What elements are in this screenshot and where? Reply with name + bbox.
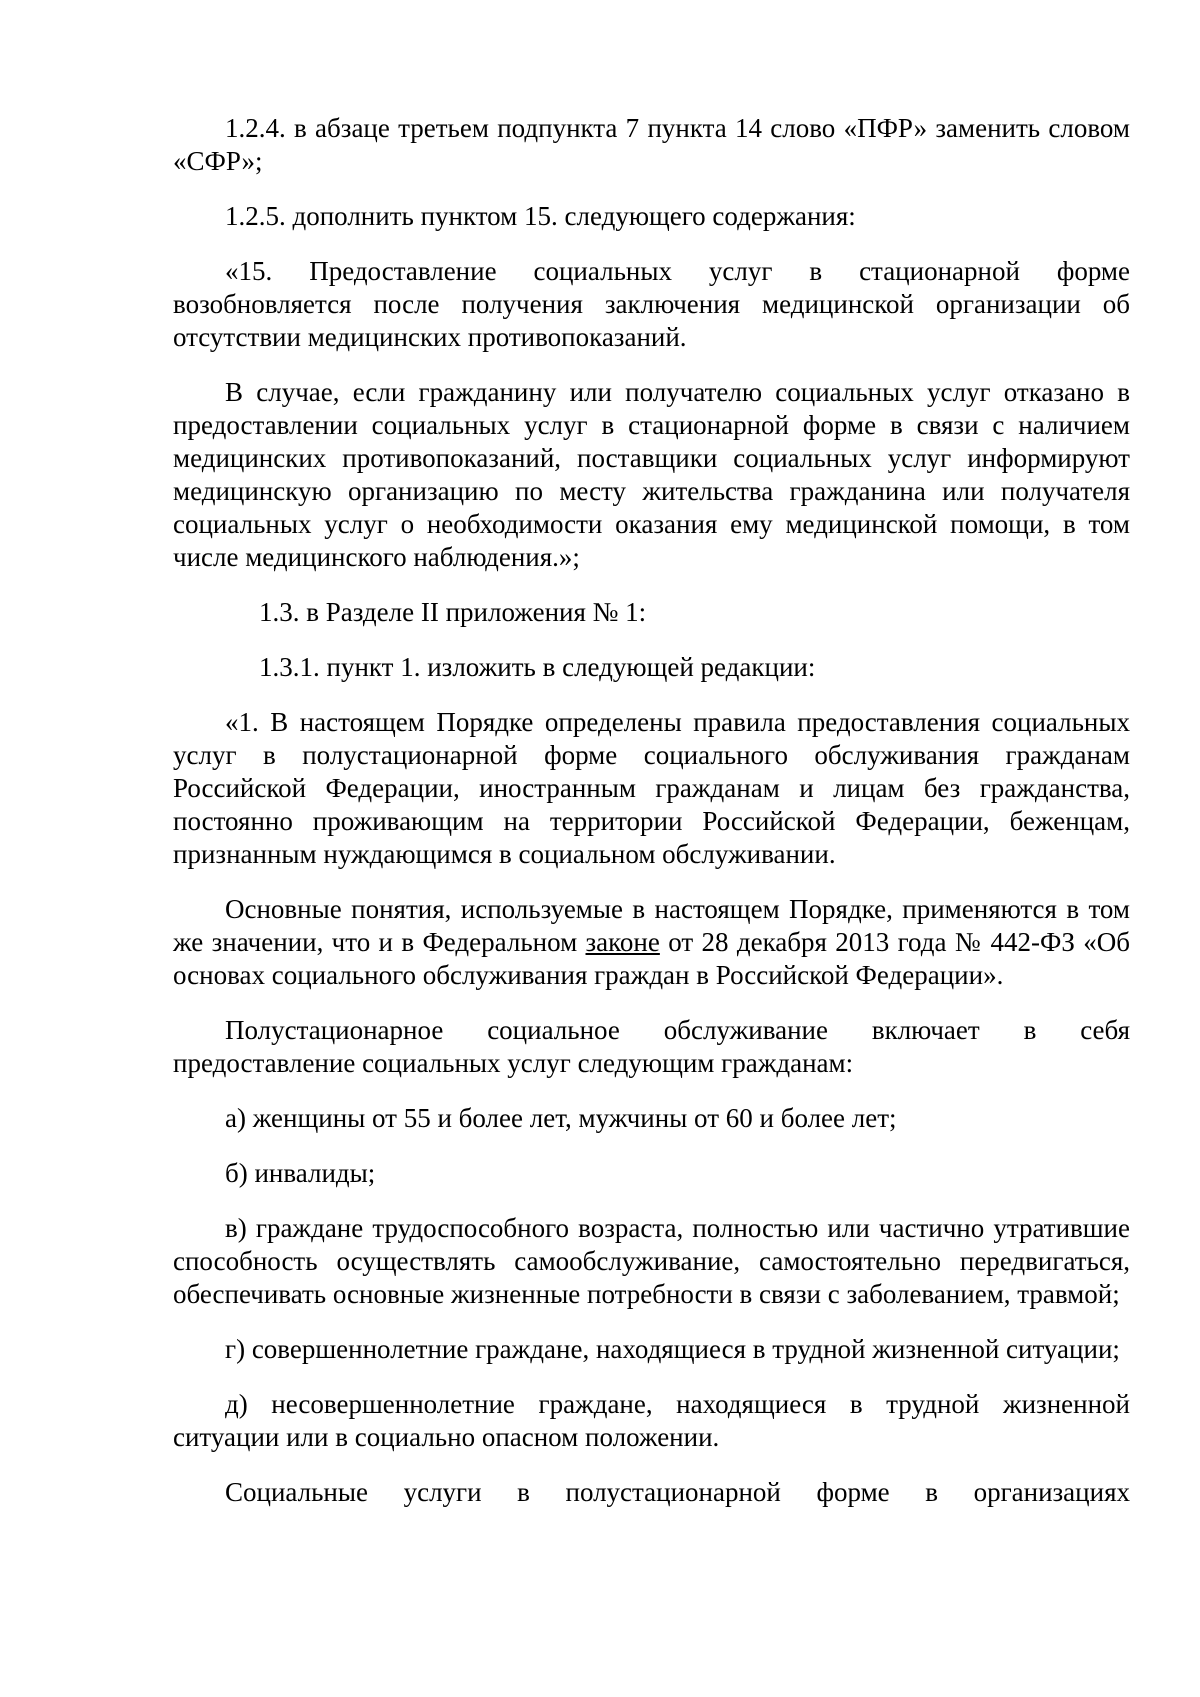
list-item-b: б) инвалиды; <box>225 1158 376 1188</box>
paragraph-1-2-5: 1.2.5. дополнить пунктом 15. следующего содержания: <box>225 201 856 231</box>
list-item-d: д) несовершеннолетние граждане, находящиеся в трудной жизненной ситуации или в социально опасном положении. <box>173 1389 1130 1452</box>
paragraph-semi-stationary-intro: Полустационарное социальное обслуживание включает в себя предоставление социальных услуг следующим гражданам: <box>173 1015 1130 1078</box>
paragraph-basic-concepts <box>173 893 1130 992</box>
list-item-g: г) совершеннолетние граждане, находящиеся в трудной жизненной ситуации; <box>225 1334 1120 1364</box>
paragraph-refusal-case: В случае, если гражданину или получателю социальных услуг отказано в предоставлении социальных услуг в стационарной форме в связи с наличием медицинских противопоказаний, поставщики социальных услуг информируют медицинскую организацию по месту жительства гражданина или получателя социальных услуг о необходимости оказания ему медицинской помощи, в том числе медицинского наблюдения.»; <box>173 377 1130 572</box>
paragraph-1-3: 1.3. в Разделе II приложения № 1: <box>259 597 647 627</box>
law-link[interactable]: законе <box>585 927 660 957</box>
basic-concepts-text-end: от 28 декабря 2013 года № 442-ФЗ «Об основах социального обслуживания граждан в Российской Федерации». <box>173 927 1130 990</box>
list-item-a: а) женщины от 55 и более лет, мужчины от 60 и более лет; <box>225 1103 897 1133</box>
paragraph-item-1: «1. В настоящем Порядке определены правила предоставления социальных услуг в полустационарной форме социального обслуживания гражданам Российской Федерации, иностранным гражданам и лицам без гражданства, постоянно проживающим на территории Российской Федерации, беженцам, признанным нуждающимся в социальном обслуживании. <box>173 707 1130 869</box>
paragraph-1-3-1: 1.3.1. пункт 1. изложить в следующей редакции: <box>259 652 816 682</box>
basic-concepts-text-start: Основные понятия, используемые в настоящем Порядке, применяются в том же значении, что и в Федеральном <box>173 894 1130 957</box>
document-page <box>173 112 1130 1531</box>
list-item-v: в) граждане трудоспособного возраста, полностью или частично утратившие способность осуществлять самообслуживание, самостоятельно передвигаться, обеспечивать основные жизненные потребности в связи с заболеванием, травмой; <box>173 1213 1130 1309</box>
paragraph-item-15: «15. Предоставление социальных услуг в стационарной форме возобновляется после получения заключения медицинской организации об отсутствии медицинских противопоказаний. <box>173 256 1130 352</box>
paragraph-social-services-organizations: Социальные услуги в полустационарной форме в организациях <box>225 1477 1130 1507</box>
paragraph-1-2-4: 1.2.4. в абзаце третьем подпункта 7 пункта 14 слово «ПФР» заменить словом «СФР»; <box>173 113 1130 176</box>
